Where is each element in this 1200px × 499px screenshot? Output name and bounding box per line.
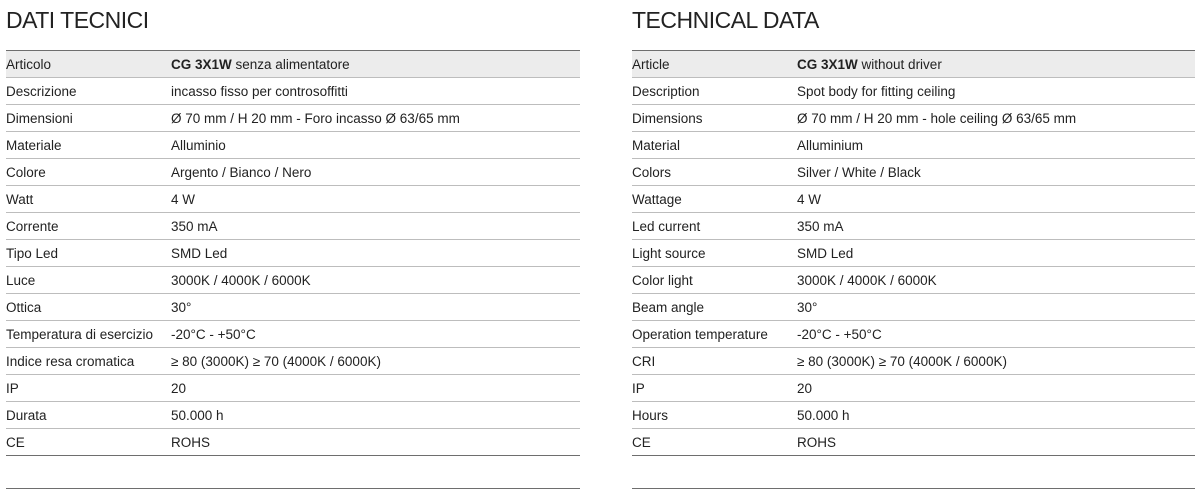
spec-label: Colors: [632, 159, 797, 186]
spec-label: Corrente: [6, 213, 171, 240]
spec-label: Durata: [6, 402, 171, 429]
italian-section: [6, 0, 580, 456]
spec-label: CE: [632, 429, 797, 456]
spec-value: incasso fisso per controsoffitti: [171, 78, 580, 105]
spec-label: Beam angle: [632, 294, 797, 321]
table-row: [632, 213, 1195, 240]
spec-value: SMD Led: [171, 240, 580, 267]
spec-label: Material: [632, 132, 797, 159]
spec-label: IP: [6, 375, 171, 402]
table-row: [6, 402, 580, 429]
spec-value: SMD Led: [797, 240, 1195, 267]
spec-label: Temperatura di esercizio: [6, 321, 171, 348]
spec-value: Ø 70 mm / H 20 mm - Foro incasso Ø 63/65 mm: [171, 105, 580, 132]
table-row: [6, 78, 580, 105]
article-code: CG 3X1W: [171, 56, 232, 72]
spec-label: CRI: [632, 348, 797, 375]
spec-value: [797, 51, 1195, 78]
table-row: [6, 294, 580, 321]
table-row: [632, 186, 1195, 213]
bottom-divider: [632, 488, 1195, 489]
table-row: [6, 240, 580, 267]
spec-value: Silver / White / Black: [797, 159, 1195, 186]
spec-value: 4 W: [797, 186, 1195, 213]
article-code: CG 3X1W: [797, 56, 858, 72]
spec-value: 30°: [171, 294, 580, 321]
spec-value: -20°C - +50°C: [797, 321, 1195, 348]
spec-value: 3000K / 4000K / 6000K: [797, 267, 1195, 294]
spec-label: Articolo: [6, 51, 171, 78]
english-section: [632, 0, 1195, 456]
spec-label: Watt: [6, 186, 171, 213]
spec-label: Color light: [632, 267, 797, 294]
spec-value: 20: [797, 375, 1195, 402]
article-description: without driver: [861, 56, 942, 72]
table-row: [632, 78, 1195, 105]
spec-value: ≥ 80 (3000K) ≥ 70 (4000K / 6000K): [797, 348, 1195, 375]
table-row: [632, 267, 1195, 294]
spec-label: Hours: [632, 402, 797, 429]
spec-value: ≥ 80 (3000K) ≥ 70 (4000K / 6000K): [171, 348, 580, 375]
spec-value: Spot body for fitting ceiling: [797, 78, 1195, 105]
spec-label: Operation temperature: [632, 321, 797, 348]
english-spec-table: [632, 51, 1195, 456]
table-row: [632, 105, 1195, 132]
table-row: [6, 105, 580, 132]
spec-value: -20°C - +50°C: [171, 321, 580, 348]
table-row: [6, 375, 580, 402]
spec-label: Descrizione: [6, 78, 171, 105]
table-row: [6, 348, 580, 375]
spec-value: ROHS: [171, 429, 580, 456]
spec-label: Tipo Led: [6, 240, 171, 267]
spec-value: 350 mA: [171, 213, 580, 240]
table-row: [6, 51, 580, 78]
spec-label: Dimensions: [632, 105, 797, 132]
table-row: [6, 321, 580, 348]
table-row: [632, 51, 1195, 78]
table-row: [6, 213, 580, 240]
article-description: senza alimentatore: [235, 56, 350, 72]
spec-value: 50.000 h: [171, 402, 580, 429]
table-row: [6, 429, 580, 456]
spec-value: 30°: [797, 294, 1195, 321]
spec-label: Luce: [6, 267, 171, 294]
spec-value: 350 mA: [797, 213, 1195, 240]
spec-label: Article: [632, 51, 797, 78]
spec-label: IP: [632, 375, 797, 402]
table-row: [632, 375, 1195, 402]
english-title: TECHNICAL DATA: [632, 0, 1195, 51]
spec-value: 4 W: [171, 186, 580, 213]
spec-label: Ottica: [6, 294, 171, 321]
spec-label: Dimensioni: [6, 105, 171, 132]
spec-label: Description: [632, 78, 797, 105]
bottom-divider: [6, 488, 580, 489]
table-row: [632, 159, 1195, 186]
spec-value: 3000K / 4000K / 6000K: [171, 267, 580, 294]
spec-value: Alluminio: [171, 132, 580, 159]
spec-value: 20: [171, 375, 580, 402]
table-row: [632, 348, 1195, 375]
table-row: [6, 186, 580, 213]
spec-value: Alluminium: [797, 132, 1195, 159]
spec-label: Materiale: [6, 132, 171, 159]
table-row: [632, 321, 1195, 348]
spec-value: [171, 51, 580, 78]
table-row: [632, 429, 1195, 456]
spec-label: Wattage: [632, 186, 797, 213]
table-row: [6, 132, 580, 159]
spec-value: Ø 70 mm / H 20 mm - hole ceiling Ø 63/65 mm: [797, 105, 1195, 132]
table-row: [632, 132, 1195, 159]
spec-label: CE: [6, 429, 171, 456]
spec-label: Led current: [632, 213, 797, 240]
spec-label: Colore: [6, 159, 171, 186]
italian-spec-table: [6, 51, 580, 456]
table-row: [6, 159, 580, 186]
spec-label: Indice resa cromatica: [6, 348, 171, 375]
spec-value: 50.000 h: [797, 402, 1195, 429]
table-row: [632, 294, 1195, 321]
spec-value: Argento / Bianco / Nero: [171, 159, 580, 186]
italian-title: DATI TECNICI: [6, 0, 580, 51]
table-row: [6, 267, 580, 294]
table-row: [632, 240, 1195, 267]
spec-label: Light source: [632, 240, 797, 267]
spec-value: ROHS: [797, 429, 1195, 456]
table-row: [632, 402, 1195, 429]
